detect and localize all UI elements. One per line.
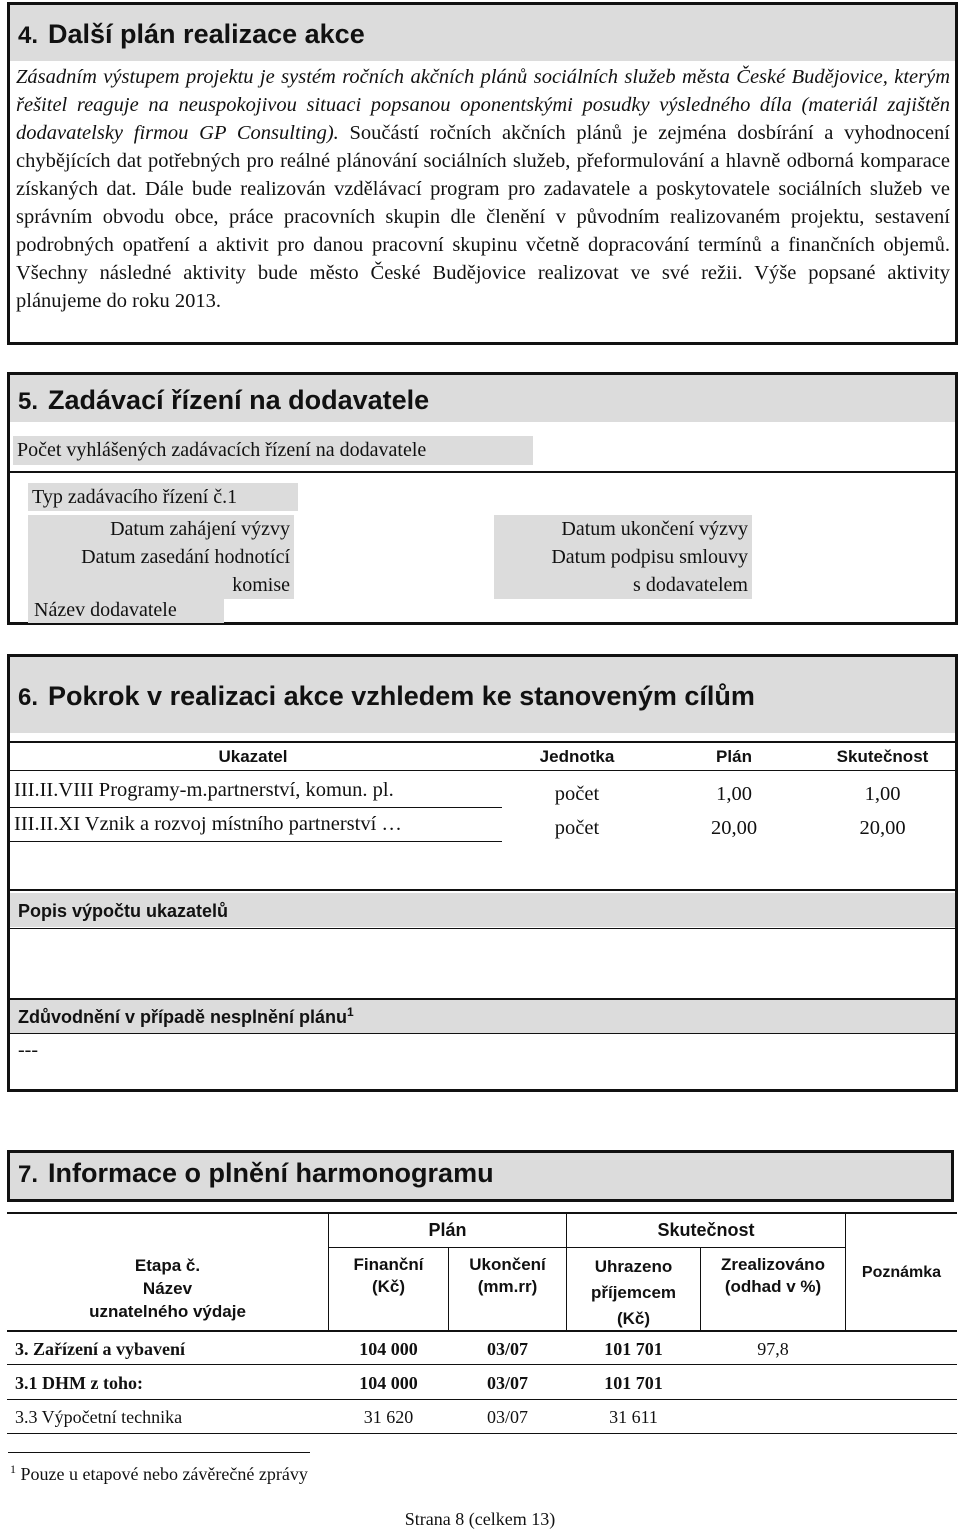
- table-row: [7, 1332, 957, 1364]
- col-header-poznamka: Poznámka: [861, 1264, 942, 1281]
- section-4-number: 4.: [18, 22, 39, 49]
- cell-uhrazeno: 31 611: [609, 1407, 658, 1427]
- col-header-financni: [329, 1254, 448, 1298]
- section-6-title-text: Pokrok v realizaci akce vzhledem ke stanoveným cílům: [48, 681, 755, 711]
- tender-count-label: Počet vyhlášených zadávacích řízení na dodavatele: [13, 436, 533, 465]
- col-header-ukonceni-line1: Ukončení: [469, 1255, 546, 1274]
- cell-uhrazeno: 101 701: [604, 1373, 663, 1393]
- cell-skutecnost: 1,00: [864, 783, 901, 805]
- section-6-number: 6.: [18, 684, 39, 711]
- col-header-financni-line1: Finanční: [353, 1255, 424, 1274]
- table-row: [10, 811, 955, 841]
- zduvodneni-label-text: Zdůvodnění v případě nesplnění plánu: [18, 1007, 348, 1027]
- col-header-etapa-line2: Název: [142, 1279, 193, 1298]
- supplier-name-label: Název dodavatele: [28, 597, 224, 623]
- col-header-zrealizovano: [701, 1254, 845, 1298]
- row-border: [10, 841, 502, 842]
- section-7-title: [18, 1158, 494, 1189]
- zduvodneni-value: ---: [18, 1039, 38, 1061]
- end-date-label: Datum ukončení výzvy: [494, 515, 752, 543]
- col-header-plan: Plán: [716, 747, 752, 766]
- cell-uhrazeno: 101 701: [604, 1339, 663, 1359]
- cell-etapa: 3. Zařízení a vybavení: [15, 1339, 185, 1359]
- section-6-title: [18, 681, 755, 712]
- cell-skutecnost: 20,00: [859, 817, 906, 839]
- table-border: [7, 1364, 957, 1365]
- cell-ukonceni: 03/07: [486, 1373, 528, 1393]
- section-7-number: 7.: [18, 1161, 39, 1188]
- table-border: [328, 1247, 845, 1248]
- col-header-uhrazeno-line1: Uhrazeno: [594, 1257, 673, 1276]
- signing-date-label: [494, 543, 752, 599]
- table-row: [7, 1366, 957, 1398]
- meeting-date-label-line2: komise: [232, 574, 290, 596]
- table-row: [10, 777, 955, 807]
- cell-jednotka: počet: [554, 817, 600, 839]
- section-5-title-text: Zadávací řízení na dodavatele: [48, 385, 430, 415]
- divider: [10, 1033, 955, 1034]
- cell-ukonceni: 03/07: [486, 1339, 528, 1359]
- row-border: [10, 807, 502, 808]
- section-4-box: [7, 2, 958, 345]
- table-top-border: [10, 741, 955, 743]
- start-date-label: Datum zahájení výzvy: [28, 515, 294, 543]
- col-header-etapa-line1: Etapa č.: [134, 1256, 201, 1275]
- cell-plan: 20,00: [710, 817, 758, 839]
- cell-financni: 31 620: [363, 1407, 414, 1427]
- cell-ukazatel: III.II.VIII Programy-m.partnerství, komun. pl.: [14, 779, 394, 801]
- section-4-paragraph: [16, 63, 950, 315]
- section-7-title-text: Informace o plnění harmonogramu: [48, 1158, 494, 1188]
- zduvodneni-label: [18, 1005, 354, 1028]
- footnote-reference: 1: [347, 1005, 354, 1019]
- signing-date-label-line2: s dodavatelem: [633, 574, 748, 596]
- col-header-uhrazeno-line2: příjemcem: [590, 1283, 677, 1302]
- cell-jednotka: počet: [554, 783, 600, 805]
- section-5-box: [7, 372, 958, 625]
- col-header-zrealizovano-line1: Zrealizováno: [721, 1255, 825, 1274]
- footnote-separator: [8, 1452, 310, 1453]
- tender-type-label: Typ zadávacího řízení č.1: [28, 483, 298, 511]
- meeting-date-label: [28, 543, 294, 599]
- cell-etapa: 3.1 DHM z toho:: [15, 1373, 143, 1393]
- section-6-box: [7, 654, 958, 1092]
- col-header-uhrazeno: [567, 1254, 700, 1332]
- col-header-ukonceni: [449, 1254, 566, 1298]
- section-5-title: [18, 385, 429, 416]
- col-header-financni-line2: (Kč): [371, 1277, 406, 1296]
- footnote: [10, 1462, 308, 1485]
- col-header-zrealizovano-line2: (odhad v %): [724, 1277, 822, 1296]
- col-header-ukonceni-line2: (mm.rr): [477, 1277, 538, 1296]
- schedule-table: [7, 1212, 957, 1434]
- col-header-uhrazeno-line3: (Kč): [616, 1309, 651, 1328]
- meeting-date-label-line1: Datum zasedání hodnotící: [81, 546, 290, 568]
- section-5-number: 5.: [18, 388, 39, 415]
- footnote-text: Pouze u etapové nebo závěrečné zprávy: [20, 1464, 308, 1484]
- cell-etapa: 3.3 Výpočetní technika: [15, 1407, 183, 1427]
- col-header-jednotka: Jednotka: [539, 747, 615, 766]
- signing-date-label-line1: Datum podpisu smlouvy: [551, 546, 748, 568]
- col-header-etapa: [7, 1254, 328, 1323]
- section-4-title: [18, 19, 365, 50]
- col-header-etapa-line3: uznatelného výdaje: [89, 1302, 246, 1321]
- col-header-skutecnost: Skutečnost: [836, 747, 929, 766]
- col-header-ukazatel: Ukazatel: [218, 747, 288, 766]
- table-border: [7, 1433, 957, 1434]
- section-4-title-text: Další plán realizace akce: [48, 19, 365, 49]
- cell-zrealizovano: 97,8: [757, 1339, 789, 1359]
- footnote-mark: 1: [10, 1462, 16, 1476]
- group-header-plan: Plán: [428, 1220, 467, 1240]
- cell-plan: 1,00: [716, 783, 752, 805]
- paragraph-italic: Zásadním výstupem projektu je systém ročních akčních plánů sociálních služeb města České Budějovice, kterým řešitel reaguje na neuspokojivou situaci popsanou oponentskými posudky výsledného díla (materiál zajištěn dodavatelsky firmou GP Consulting).: [16, 66, 950, 144]
- table-header-border: [10, 770, 955, 771]
- cell-financni: 104 000: [359, 1339, 418, 1359]
- table-border: [7, 1399, 957, 1400]
- cell-financni: 104 000: [359, 1373, 418, 1393]
- table-row: [7, 1401, 957, 1433]
- group-header-skutecnost: Skutečnost: [657, 1220, 755, 1240]
- divider: [10, 471, 955, 473]
- divider: [10, 889, 955, 891]
- page-number: Strana 8 (celkem 13): [404, 1509, 556, 1529]
- section-7-box: [7, 1150, 954, 1202]
- paragraph-normal: Součástí ročních akčních plánů je zejména dosbírání a vyhodnocení chybějících dat potřebných pro reálné plánování sociálních služeb, přeformulování a hlavně odborná komparace získaných dat. Dále bude realizován vzdělávací program pro zadavatele a poskytovatele sociálních služeb ve správním obvodu obce, práce pracovních skupin dle členění v původním realizovaném projektu, sestavení podrobných opatření a aktivit pro danou pracovní skupinu včetně dopracování termínů a finančních objemů. Všechny následné aktivity bude město České Budějovice realizovat ve své režii. Výše popsané aktivity plánujeme do roku 2013.: [16, 122, 950, 312]
- divider: [10, 928, 955, 929]
- popis-label: Popis výpočtu ukazatelů: [18, 901, 229, 921]
- cell-ukonceni: 03/07: [486, 1407, 528, 1427]
- cell-ukazatel: III.II.XI Vznik a rozvoj místního partnerství …: [14, 813, 402, 835]
- table-border: [7, 1212, 957, 1214]
